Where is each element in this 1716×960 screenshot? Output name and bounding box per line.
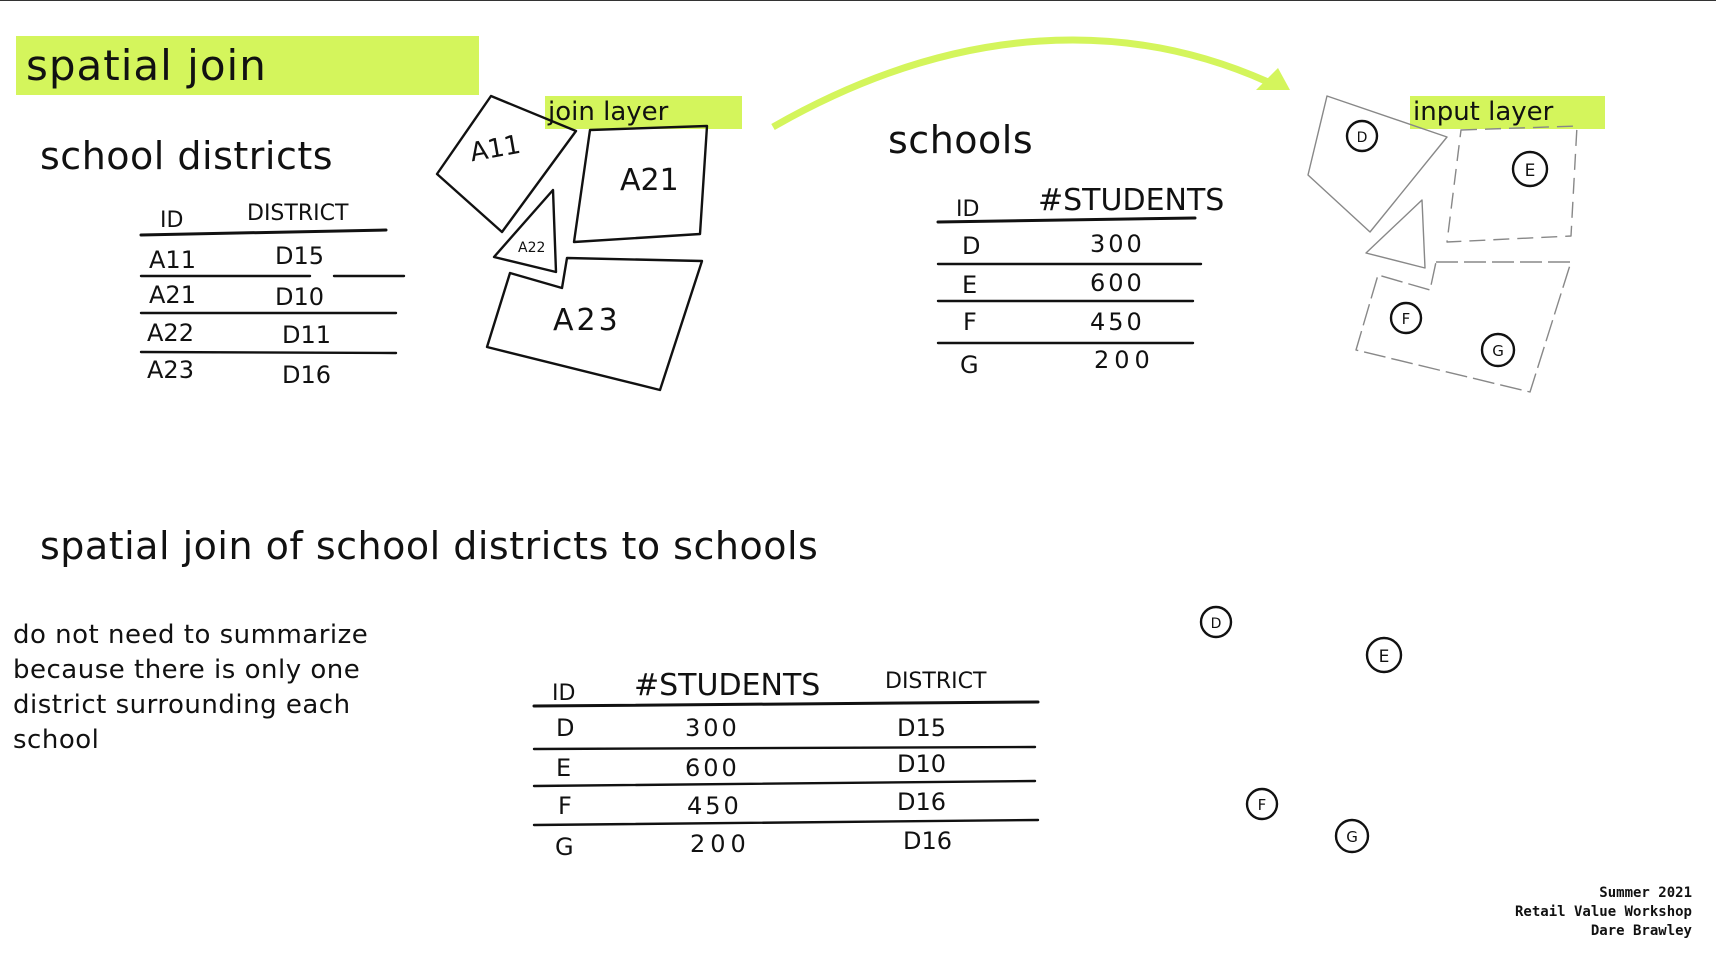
table-cell: 300 (1090, 230, 1145, 258)
school-point (1336, 820, 1368, 852)
join-layer-label: join layer (545, 96, 742, 129)
table-cell: D (556, 714, 575, 742)
point-label: D (1210, 616, 1222, 632)
table-header: ID (956, 197, 980, 222)
input-layer-map (1308, 96, 1577, 392)
point-label: G (1346, 828, 1358, 846)
table-header: ID (160, 208, 184, 233)
table-cell: G (555, 833, 574, 861)
note-line: do not need to summarize (13, 620, 369, 650)
table-cell: D (962, 232, 981, 260)
table-cell: D16 (282, 361, 332, 389)
table-cell: A23 (147, 356, 194, 384)
table-cell: A11 (149, 246, 196, 274)
slide-title: spatial join (16, 36, 479, 95)
table-cell: 200 (1094, 346, 1155, 374)
districts-heading: school districts (40, 134, 334, 178)
note-line: because there is only one (13, 655, 361, 685)
school-point (1347, 121, 1377, 151)
table-cell: 200 (690, 830, 751, 858)
note-line: school (13, 725, 100, 755)
table-cell: D15 (897, 714, 947, 742)
credit-season: Summer 2021 (1599, 885, 1692, 901)
polygon-label: A22 (518, 240, 546, 256)
school-point (1482, 334, 1514, 366)
point-label: D (1356, 130, 1368, 146)
table-cell: D11 (282, 321, 332, 349)
table-cell: D10 (897, 750, 947, 778)
school-point (1367, 638, 1401, 672)
join-layer-map (437, 96, 707, 390)
table-cell: F (558, 792, 572, 820)
table-cell: 450 (687, 792, 742, 820)
result-table (534, 668, 1038, 861)
schools-table (938, 183, 1224, 379)
table-cell: E (962, 271, 978, 299)
table-cell: A22 (147, 319, 194, 347)
school-point (1201, 607, 1231, 637)
point-label: E (1378, 647, 1390, 667)
point-label: F (1257, 796, 1267, 814)
point-label: E (1524, 161, 1536, 181)
districts-table (141, 201, 404, 389)
table-cell: F (963, 308, 977, 336)
table-cell: A21 (149, 281, 196, 309)
district-outline (1356, 262, 1571, 392)
table-cell: 600 (1090, 269, 1145, 297)
note-line: district surrounding each (13, 690, 351, 720)
point-label: F (1401, 310, 1411, 328)
input-layer-label: input layer (1410, 96, 1605, 129)
district-outline (1366, 200, 1425, 268)
result-heading: spatial join of school districts to schools (40, 524, 819, 568)
table-header: DISTRICT (247, 201, 349, 226)
credit-author: Dare Brawley (1590, 923, 1692, 939)
table-header: ID (552, 681, 576, 706)
table-cell: D10 (275, 283, 325, 311)
join-arrow-icon (773, 40, 1290, 127)
table-cell: 600 (685, 754, 740, 782)
district-outline (1447, 126, 1577, 242)
school-point (1391, 303, 1421, 333)
table-cell: E (556, 754, 572, 782)
table-header: DISTRICT (885, 669, 987, 694)
district-outline (1308, 96, 1447, 232)
schools-heading: schools (888, 118, 1034, 162)
table-cell: D16 (897, 788, 947, 816)
school-point (1247, 789, 1277, 819)
district-polygon (437, 96, 576, 232)
table-cell: 300 (685, 714, 740, 742)
polygon-label: A23 (553, 303, 621, 338)
credit-workshop: Retail Value Workshop (1514, 904, 1692, 920)
result-points-map (1201, 607, 1401, 852)
polygon-label: A11 (467, 129, 524, 169)
table-header: #STUDENTS (1038, 183, 1225, 218)
table-cell: G (960, 351, 979, 379)
table-cell: D15 (275, 242, 325, 270)
table-header: #STUDENTS (634, 668, 821, 703)
point-label: G (1492, 342, 1504, 360)
school-point (1513, 152, 1547, 186)
table-cell: D16 (903, 827, 953, 855)
table-cell: 450 (1090, 308, 1145, 336)
polygon-label: A21 (620, 163, 679, 198)
